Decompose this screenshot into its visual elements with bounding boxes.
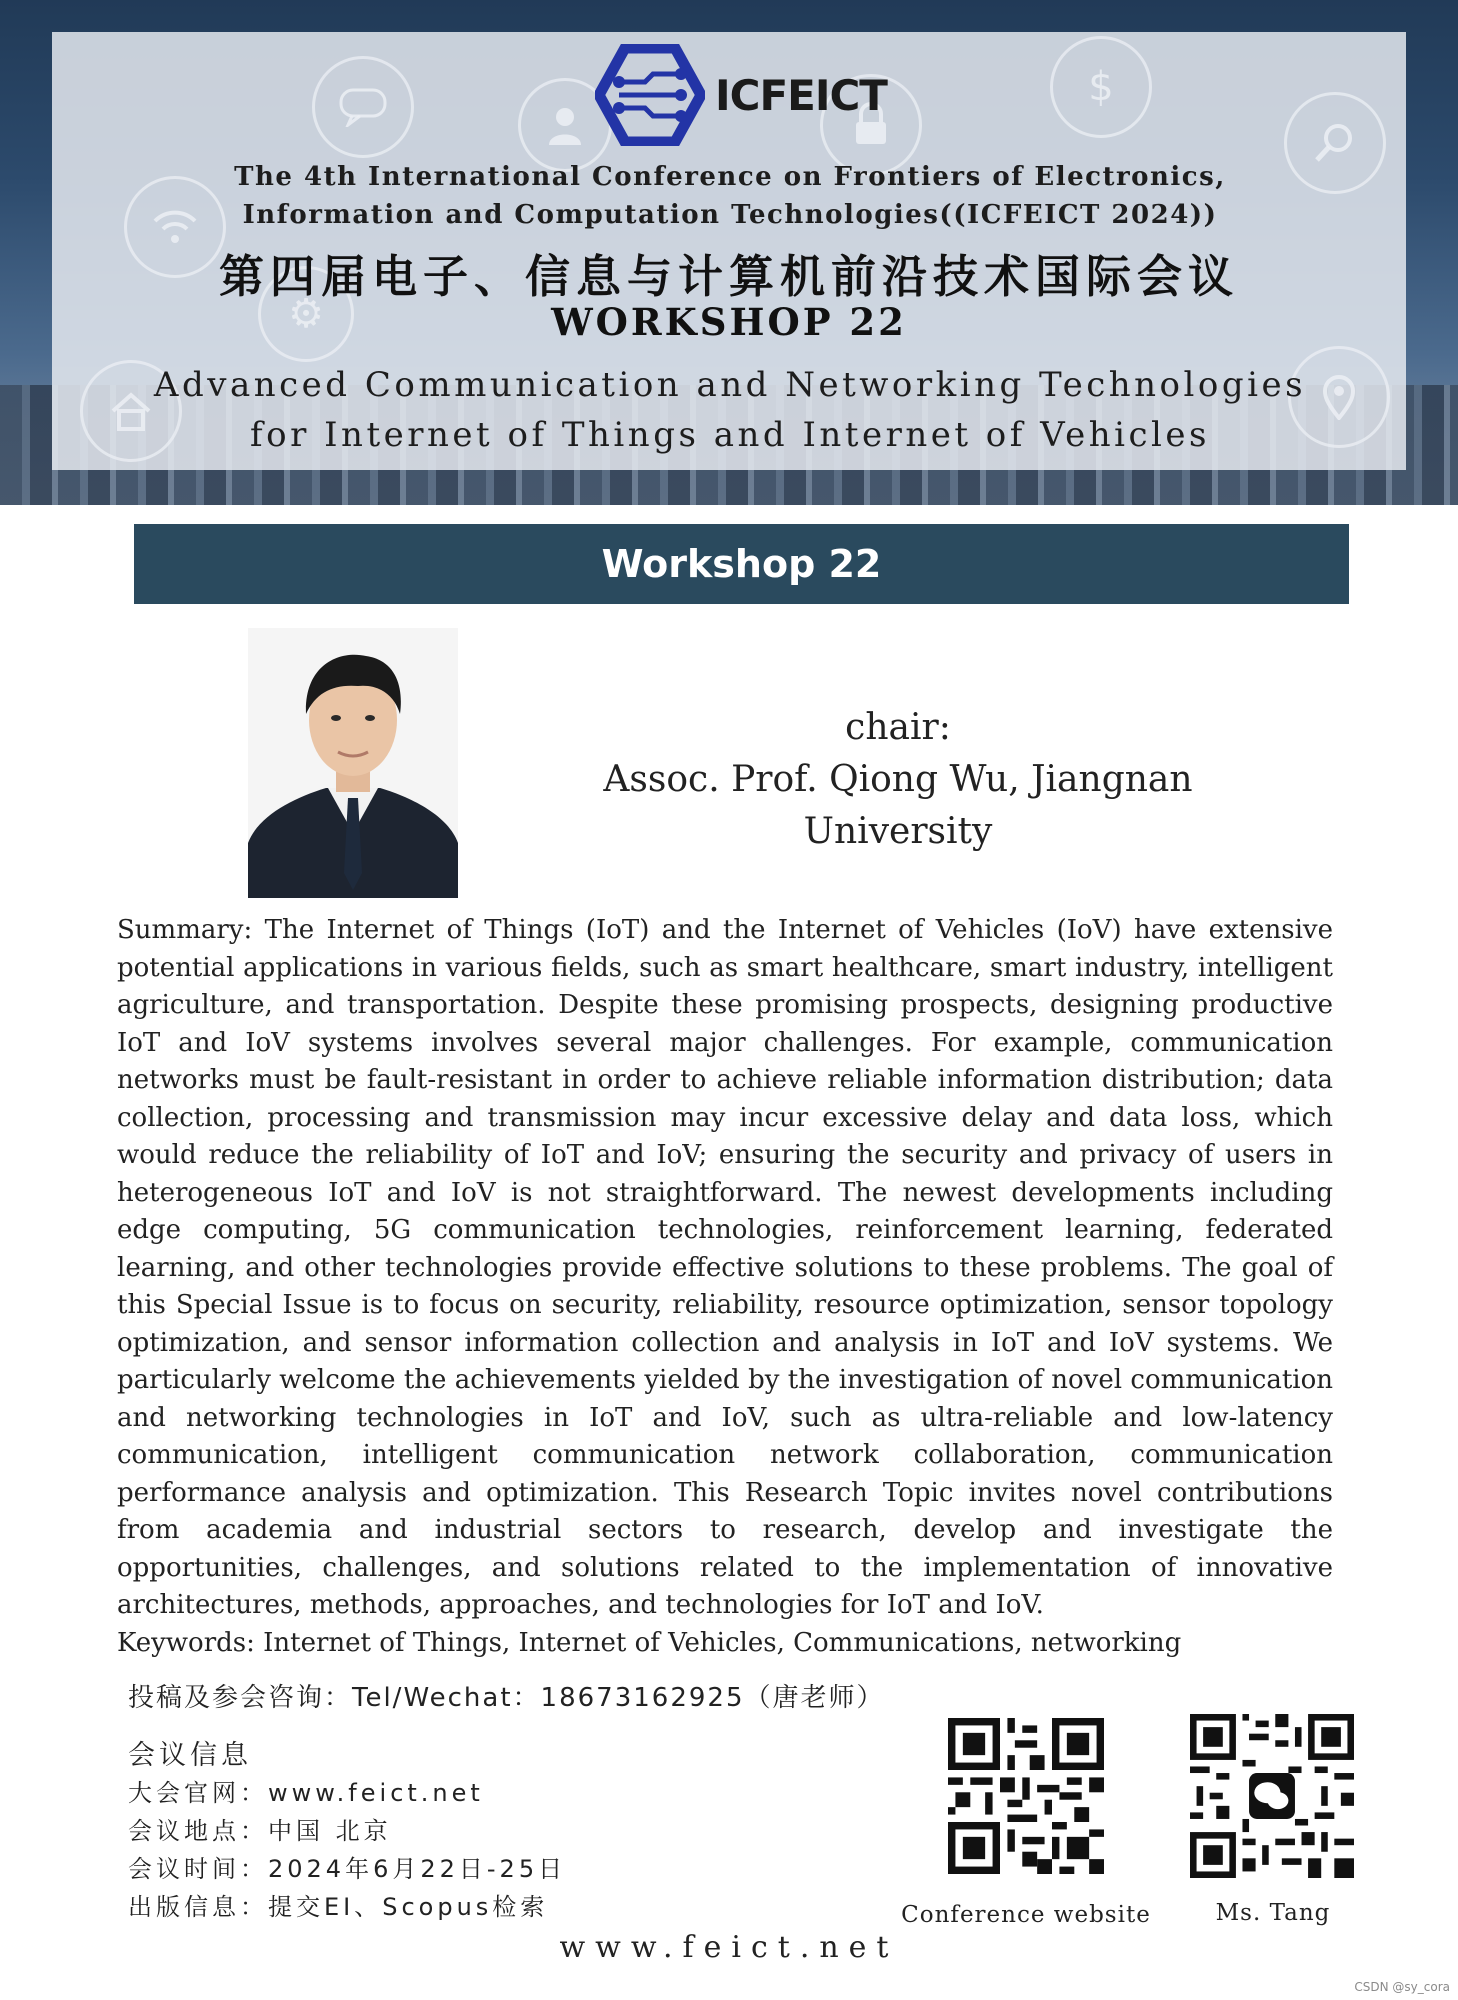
conference-title-en: The 4th International Conference on Frontiers of Electronics, Information and Computation Technologies((ICFEICT 2024)): [234, 162, 1226, 230]
workshop-summary: Summary: The Internet of Things (IoT) and the Internet of Vehicles (IoV) have extensive potential applications in various fields, such as smart healthcare, smart industry, intelligent agriculture, and transportation. Despite these promising prospects, designing productive IoT and IoV systems involves several major challenges. For example, communication networks must be fault-resistant in order to achieve reliable information distribution; data collection, processing and transmission may incur excessive delay and data loss, which would reduce the reliability of IoT and IoV; ensuring the security and privacy of users in heterogeneous IoT and IoV is not straightforward. The newest developments including edge computing, 5G communication technologies, reinforcement learning, federated learning, and other technologies provide effective solutions to these problems. The goal of this Special Issue is to focus on security, reliability, resource optimization, sensor topology optimization, and sensor information collection and analysis in IoT and IoV systems. We particularly welcome the achievements yielded by the investigation of novel communication and networking technologies in IoT and IoV, such as ultra-reliable and low-latency communication, intelligent communication network collaboration, communication performance analysis and optimization. This Research Topic invites novel contributions from academia and industrial sectors to research, develop and investigate the opportunities, challenges, and solutions related to the implementation of innovative architectures, methods, approaches, and technologies for IoT and IoV.: [117, 915, 1333, 1620]
wechat-qr-label: Ms. Tang: [1215, 1900, 1331, 1926]
footer-website: www.feict.net: [559, 1930, 899, 1965]
info-time: 会议时间：2024年6月22日-25日: [128, 1855, 567, 1883]
workshop-bar: [134, 524, 1349, 604]
workshop-bar-label: Workshop 22: [601, 542, 882, 586]
keywords: Keywords: Internet of Things, Internet of Vehicles, Communications, networking: [117, 1628, 1182, 1658]
info-publication: 出版信息：提交EI、Scopus检索: [128, 1893, 549, 1921]
info-website: 大会官网：www.feict.net: [128, 1779, 484, 1807]
workshop-heading: WORKSHOP 22: [551, 300, 907, 344]
website-qr-code: [948, 1718, 1104, 1874]
conference-info-list: [128, 1774, 566, 1926]
conference-title-cn: 第四届电子、信息与计算机前沿技术国际会议: [218, 250, 1239, 303]
chair-label: chair:: [845, 707, 951, 748]
website-qr-label: Conference website: [901, 1902, 1151, 1928]
info-location: 会议地点：中国 北京: [128, 1817, 392, 1845]
chair-name-affiliation: Assoc. Prof. Qiong Wu, Jiangnan University: [603, 759, 1193, 852]
header-banner: [0, 0, 1458, 505]
chair-photo: [248, 628, 458, 898]
chip-logo-icon: [595, 44, 705, 146]
logo-text: ICFEICT: [715, 70, 887, 120]
conference-logo: [595, 44, 887, 146]
contact-line: 投稿及参会咨询：Tel/Wechat：18673162925（唐老师）: [128, 1683, 885, 1713]
chair-info: [560, 702, 1236, 858]
wechat-qr-code: [1190, 1714, 1354, 1878]
info-title: 会议信息: [128, 1740, 252, 1771]
watermark: CSDN @sy_cora: [1354, 1980, 1450, 1994]
workshop-topic: Advanced Communication and Networking Technologies for Internet of Things and Internet of Vehicles: [153, 365, 1307, 455]
